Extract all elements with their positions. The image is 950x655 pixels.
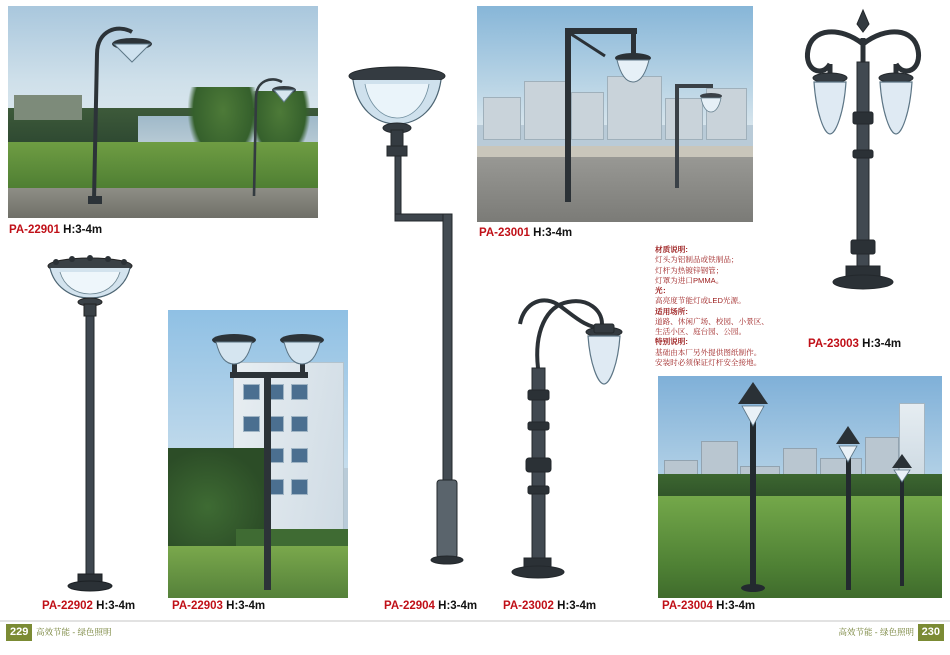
spec-material-title: 材质说明: — [655, 245, 688, 254]
footer-divider — [0, 620, 950, 622]
product-code: PA-23001 — [479, 227, 530, 239]
page-number-left: 229 — [6, 624, 32, 641]
product-drawing-pa-23002 — [778, 4, 948, 334]
product-code: PA-22904 — [384, 600, 435, 612]
spec-light-title: 光： — [655, 286, 671, 295]
caption-pa-23001 — [479, 227, 572, 239]
product-height: H:3-4m — [716, 600, 756, 612]
product-photo-pa-23004 — [658, 376, 942, 598]
photo-street-lamp-far — [657, 70, 737, 190]
caption-pa-22901 — [9, 224, 102, 236]
spec-material-line-2: 灯杆为热镀锌钢管； — [655, 265, 724, 275]
photo-lamp-far — [236, 62, 316, 202]
product-photo-pa-23001 — [477, 6, 753, 222]
photo-lamp-c — [878, 448, 928, 588]
product-height: H:3-4m — [96, 600, 136, 612]
product-code: PA-22901 — [9, 224, 60, 236]
caption-pa-23004 — [662, 600, 755, 612]
footer-label-left: 高效节能 - 绿色照明 — [36, 627, 112, 637]
product-code: PA-23003 — [808, 338, 859, 350]
spec-material-line-1: 灯头为铝制品或铁制品； — [655, 255, 739, 265]
photo-lamp-near — [48, 10, 168, 210]
product-height: H:3-4m — [226, 600, 266, 612]
product-photo-pa-22901 — [8, 6, 318, 218]
product-code: PA-23004 — [662, 600, 713, 612]
photo-twin-lamp — [206, 314, 336, 594]
spec-usage-line-1: 道路、休闲广场、校园、小景区、 — [655, 316, 769, 326]
photo-street-lamp-main — [535, 10, 665, 206]
product-code: PA-22902 — [42, 600, 93, 612]
spec-note-title: 特别说明: — [655, 337, 688, 347]
product-height: H:3-4m — [63, 224, 103, 236]
product-height: H:3-4m — [557, 600, 597, 612]
spec-light-line-1: 高亮度节能灯或LED光源。 — [655, 296, 746, 306]
product-drawing-pa-22904 — [345, 62, 475, 602]
caption-pa-23003 — [503, 600, 596, 612]
caption-pa-22902 — [42, 600, 135, 612]
product-height: H:3-4m — [533, 227, 573, 239]
caption-pa-23002 — [808, 338, 901, 350]
product-height: H:3-4m — [438, 600, 478, 612]
material-spec-block — [655, 245, 777, 368]
footer-label-right: 高效节能 - 绿色照明 — [838, 627, 914, 637]
caption-pa-22903 — [172, 600, 265, 612]
product-drawing-pa-22902 — [20, 252, 150, 602]
caption-pa-22904 — [384, 600, 477, 612]
product-photo-pa-22903 — [168, 310, 348, 598]
page-number-right: 230 — [918, 624, 944, 641]
spec-note-line-1: 基础由本厂另外提供图纸制作。 — [655, 347, 762, 357]
spec-usage-line-2: 生活小区、庭台园、公园。 — [655, 327, 747, 336]
spec-material-line-3: 灯罩为进口PMMA。 — [655, 275, 724, 285]
product-code: PA-22903 — [172, 600, 223, 612]
product-height: H:3-4m — [862, 338, 902, 350]
product-code: PA-23002 — [503, 600, 554, 612]
photo-lamp-a — [720, 376, 790, 592]
product-drawing-pa-23003 — [490, 272, 640, 602]
spec-note-line-2: 安装时必须保证灯杆安全接地。 — [655, 357, 762, 367]
spec-usage-title: 适用场所: — [655, 306, 688, 316]
photo-lamp-b — [820, 420, 880, 592]
